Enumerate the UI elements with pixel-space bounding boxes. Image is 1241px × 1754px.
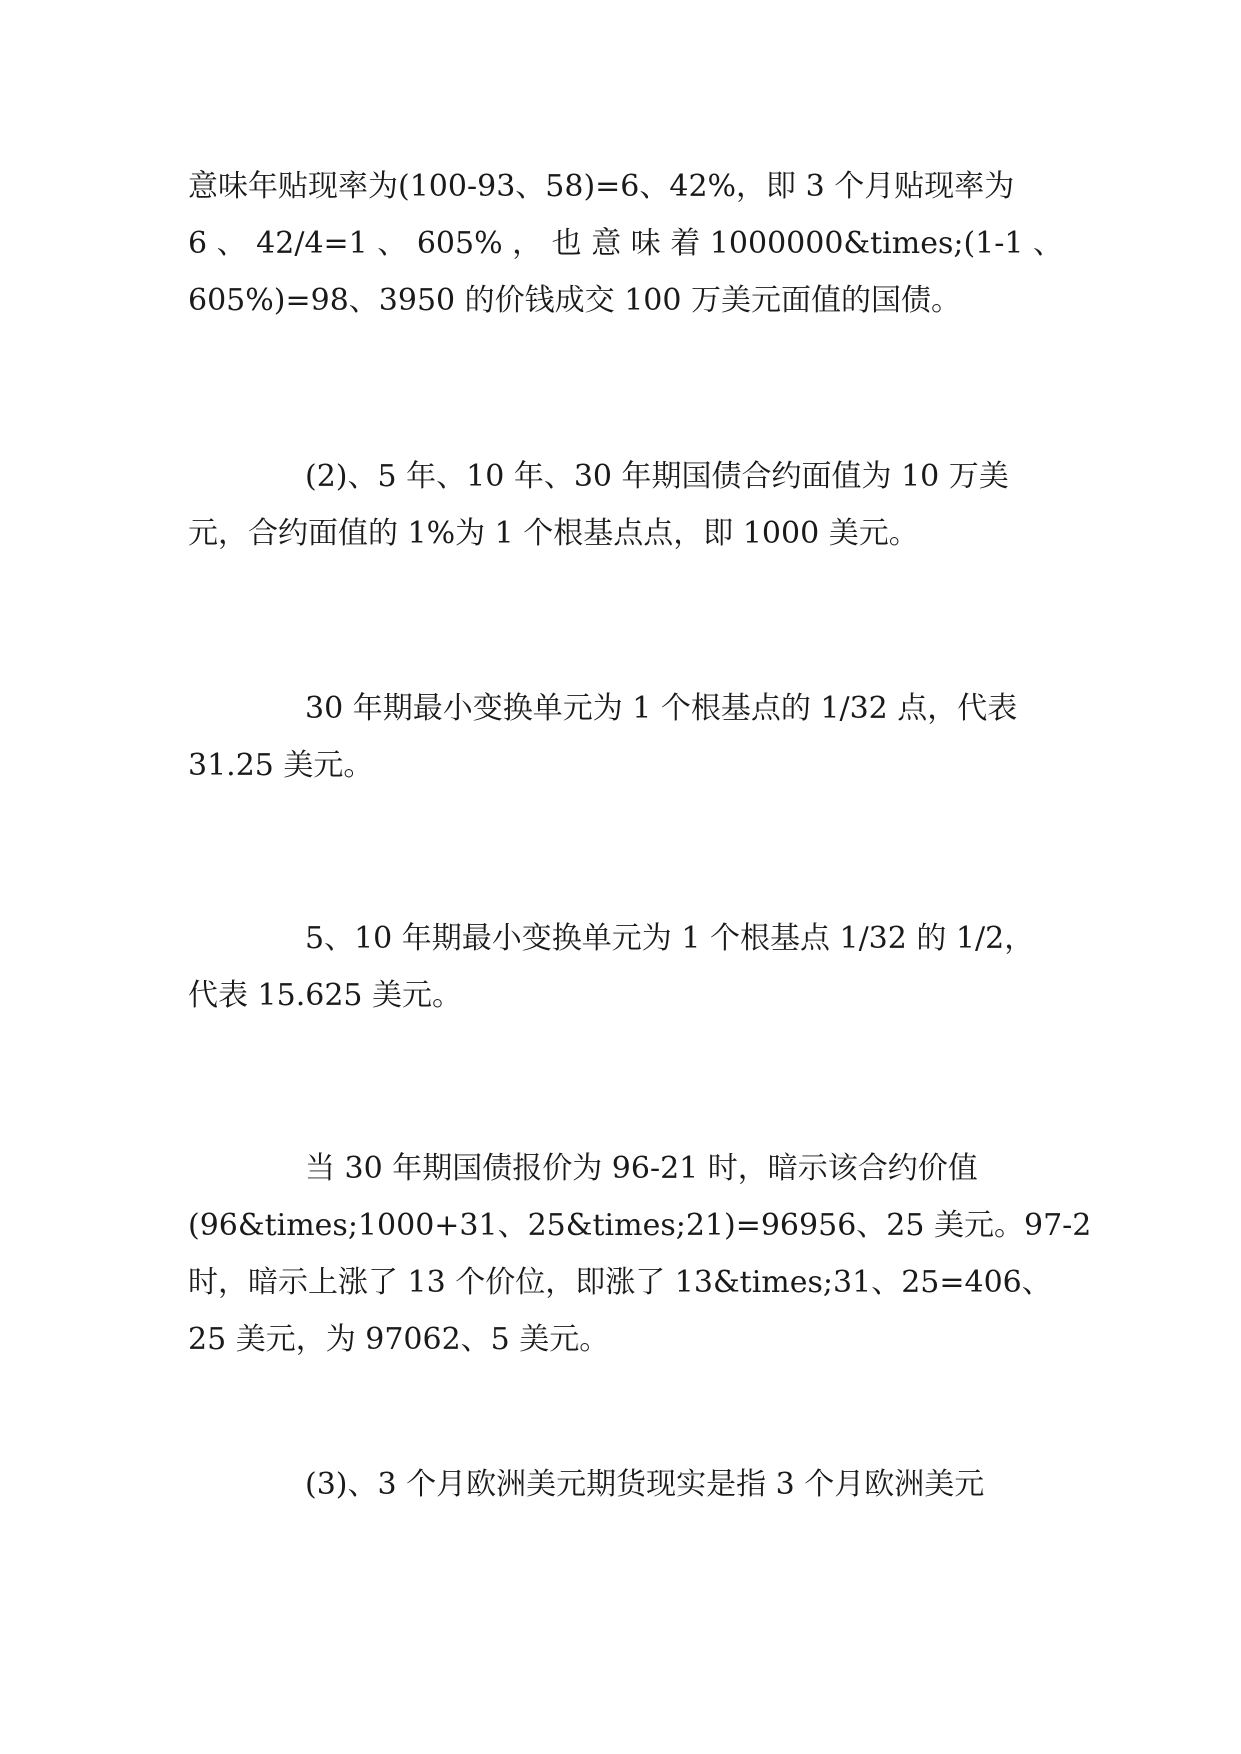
text-line: 时，暗示上涨了 13 个价位，即涨了 13&times;31、25=406、 [188, 1265, 1052, 1300]
text-line: 605%)=98、3950 的价钱成交 100 万美元面值的国债。 [188, 283, 961, 318]
paragraph-contract-face-value [188, 448, 1048, 562]
text-line: 当 30 年期国债报价为 96-21 时，暗示该合约价值 [305, 1151, 978, 1186]
text-line: (3)、3 个月欧洲美元期货现实是指 3 个月欧洲美元 [305, 1467, 985, 1502]
text-line: (2)、5 年、10 年、30 年期国债合约面值为 10 万美 [305, 459, 1009, 494]
text-line: 25 美元，为 97062、5 美元。 [188, 1322, 610, 1357]
text-line: 30 年期最小变换单元为 1 个根基点的 1/32 点，代表 [305, 691, 1018, 726]
paragraph-5-10-year-tick [188, 910, 1048, 1024]
text-line: 31.25 美元。 [188, 748, 374, 783]
paragraph-eurodollar [188, 1456, 1048, 1513]
paragraph-30-year-tick [188, 680, 1048, 794]
text-line: 5、10 年期最小变换单元为 1 个根基点 1/32 的 1/2， [305, 921, 1035, 956]
text-line: 6 、 42/4=1 、 605% ， 也 意 味 着 1000000&times;(1-1 、 [188, 226, 1064, 261]
paragraph-discount-rate [188, 158, 1064, 329]
paragraph-quote-example [188, 1140, 1092, 1368]
text-line: 代表 15.625 美元。 [188, 978, 463, 1013]
text-line: 意味年贴现率为(100-93、58)=6、42%，即 3 个月贴现率为 [188, 169, 1015, 204]
text-line: 元，合约面值的 1%为 1 个根基点点，即 1000 美元。 [188, 516, 919, 551]
text-line: (96&times;1000+31、25&times;21)=96956、25 美元。97-2 [188, 1208, 1092, 1243]
